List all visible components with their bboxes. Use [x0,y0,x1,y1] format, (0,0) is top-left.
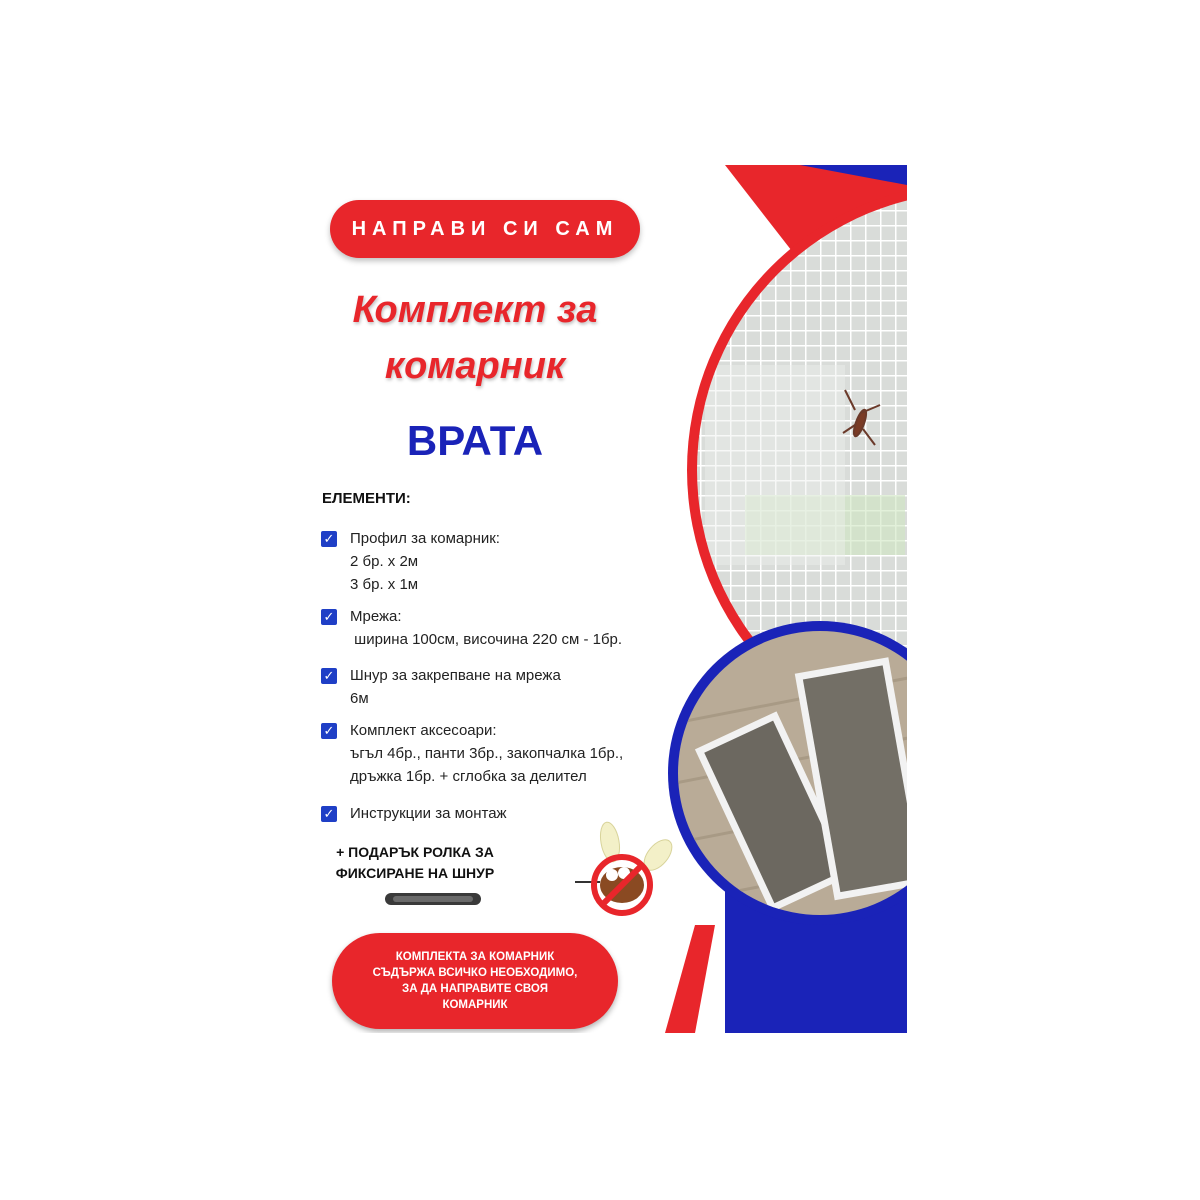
item-line: Мрежа: [350,608,402,625]
item-line: дръжка 1бр. + сглобка за делител [350,768,587,785]
item-line: ъгъл 4бр., панти 3бр., закопчалка 1бр., [350,745,624,762]
list-item [321,802,507,825]
checkbox-icon: ✓ [321,609,337,625]
window-frames-photo [665,625,907,925]
footer-line: СЪДЪРЖА ВСИЧКО НЕОБХОДИМО, [372,967,578,979]
roller-tool-icon [383,890,483,908]
list-item [321,605,622,651]
footer-line: ЗА ДА НАПРАВИТЕ СВОЯ [402,983,548,995]
no-mosquito-icon [570,820,675,925]
title-line-1: Комплект за [352,289,598,331]
item-line: Шнур за закрепване на мрежа [350,667,561,684]
footer-line: КОМАРНИК [442,999,508,1011]
red-ribbon-bottom [665,925,715,1033]
diy-badge: НАПРАВИ СИ САМ [330,200,640,258]
list-item [321,527,500,596]
checkbox-icon: ✓ [321,531,337,547]
title-line-2: комарник [384,345,566,387]
item-line: Профил за комарник: [350,530,500,547]
gift-line: + ПОДАРЪК РОЛКА ЗА [336,844,494,860]
product-subtitle: ВРАТА [406,417,544,464]
checkbox-icon: ✓ [321,723,337,739]
gift-line: ФИКСИРАНЕ НА ШНУР [335,865,495,881]
item-line: 6м [350,690,369,707]
list-item [321,719,623,788]
item-line: Комплект аксесоари: [350,722,497,739]
item-line: 2 бр. х 2м [350,553,419,570]
checkbox-icon: ✓ [321,806,337,822]
item-line: Инструкции за монтаж [350,805,507,822]
list-item [321,664,561,710]
item-line: ширина 100см, височина 220 см - 1бр. [350,631,623,648]
footer-line: КОМПЛЕКТА ЗА КОМАРНИК [395,951,555,963]
footer-banner [332,933,618,1029]
product-card [295,165,907,1033]
item-line: 3 бр. х 1м [350,576,419,593]
gift-text [325,842,505,884]
elements-heading: ЕЛЕМЕНТИ: [322,490,411,507]
checkbox-icon: ✓ [321,668,337,684]
